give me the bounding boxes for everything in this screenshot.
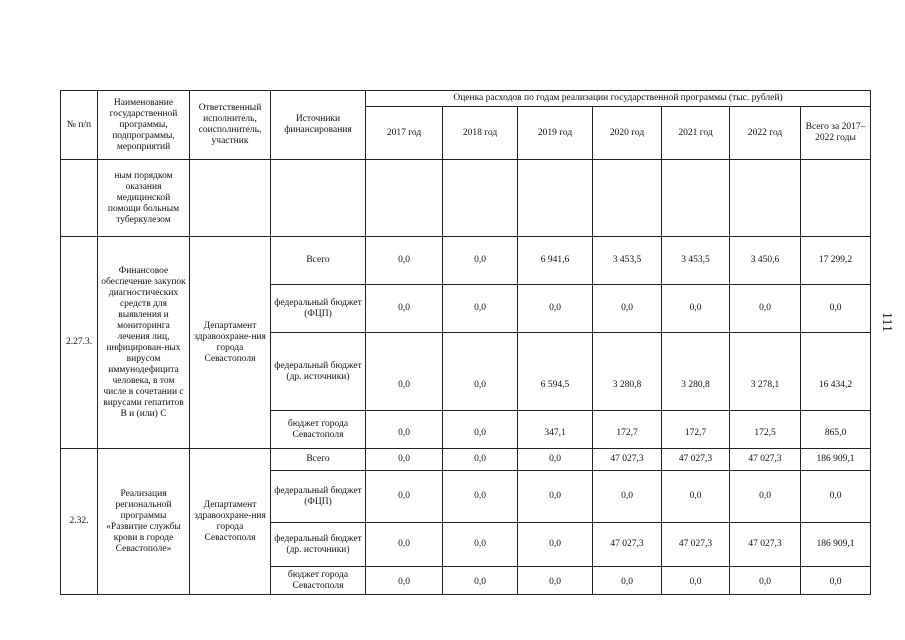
value-cell: 0,0	[518, 449, 593, 471]
value-cell: 0,0	[443, 471, 518, 523]
header-year: 2018 год	[443, 107, 518, 160]
header-year: 2021 год	[662, 107, 730, 160]
value-cell: 0,0	[518, 285, 593, 333]
value-cell: 3 450,6	[730, 237, 801, 285]
header-total: Всего за 2017–2022 годы	[801, 107, 871, 160]
funding-source: бюджет города Севастополя	[271, 411, 366, 449]
table-cell	[366, 160, 443, 237]
funding-source: федеральный бюджет (др. источники)	[271, 333, 366, 411]
table-cell	[593, 160, 662, 237]
value-cell: 0,0	[730, 567, 801, 595]
value-cell: 865,0	[801, 411, 871, 449]
value-cell: 0,0	[801, 471, 871, 523]
value-cell: 0,0	[518, 471, 593, 523]
value-cell: 0,0	[662, 285, 730, 333]
value-cell: 0,0	[730, 285, 801, 333]
funding-source: бюджет города Севастополя	[271, 567, 366, 595]
continuation-text: ным порядком оказания медицинской помощи больным туберкулезом	[98, 160, 190, 237]
funding-source: Всего	[271, 449, 366, 471]
value-cell: 0,0	[443, 449, 518, 471]
value-cell: 47 027,3	[593, 449, 662, 471]
value-cell: 0,0	[518, 567, 593, 595]
value-cell: 0,0	[443, 333, 518, 411]
value-cell: 0,0	[593, 471, 662, 523]
value-cell: 0,0	[443, 411, 518, 449]
value-cell: 3 280,8	[662, 333, 730, 411]
measure-name: Финансовое обеспечение закупок диагностических средств для выявления и мониторинга лечения лиц, инфицирован-ных вирусом иммунодефицита человека, в том числе в сочетании с вирусами гепатитов В и (или) С	[98, 237, 190, 449]
value-cell: 186 909,1	[801, 523, 871, 567]
value-cell: 0,0	[593, 285, 662, 333]
value-cell: 3 280,8	[593, 333, 662, 411]
table-cell	[730, 160, 801, 237]
value-cell: 47 027,3	[730, 449, 801, 471]
executor-name: Департамент здравоохране-ния города Севастополя	[190, 449, 271, 595]
header-num: № п/п	[61, 91, 98, 160]
table-row	[61, 237, 871, 285]
table-cell	[271, 160, 366, 237]
value-cell: 0,0	[662, 471, 730, 523]
value-cell: 347,1	[518, 411, 593, 449]
header-name: Наименование государственной программы, подпрограммы, мероприятий	[98, 91, 190, 160]
value-cell: 0,0	[730, 471, 801, 523]
value-cell: 16 434,2	[801, 333, 871, 411]
header-estimate: Оценка расходов по годам реализации государственной программы (тыс. рублей)	[366, 91, 871, 107]
header-row-1	[61, 91, 871, 107]
header-year: 2022 год	[730, 107, 801, 160]
table-cell	[518, 160, 593, 237]
value-cell: 172,5	[730, 411, 801, 449]
value-cell: 0,0	[366, 411, 443, 449]
table-cell	[190, 160, 271, 237]
value-cell: 0,0	[366, 237, 443, 285]
table-cell	[443, 160, 518, 237]
value-cell: 0,0	[366, 285, 443, 333]
value-cell: 3 453,5	[593, 237, 662, 285]
executor-name: Департамент здравоохране-ния города Севастополя	[190, 237, 271, 449]
value-cell: 6 594,5	[518, 333, 593, 411]
value-cell: 0,0	[518, 523, 593, 567]
budget-table	[60, 90, 871, 595]
funding-source: Всего	[271, 237, 366, 285]
value-cell: 0,0	[443, 285, 518, 333]
value-cell: 172,7	[662, 411, 730, 449]
funding-source: федеральный бюджет (др. источники)	[271, 523, 366, 567]
value-cell: 0,0	[366, 471, 443, 523]
value-cell: 172,7	[593, 411, 662, 449]
value-cell: 0,0	[801, 567, 871, 595]
value-cell: 0,0	[366, 523, 443, 567]
table-cell	[801, 160, 871, 237]
header-sources: Источники финансирования	[271, 91, 366, 160]
header-year: 2020 год	[593, 107, 662, 160]
page-number: 111	[879, 312, 894, 332]
value-cell: 6 941,6	[518, 237, 593, 285]
value-cell: 0,0	[366, 449, 443, 471]
value-cell: 0,0	[443, 567, 518, 595]
value-cell: 3 453,5	[662, 237, 730, 285]
funding-source: федеральный бюджет (ФЦП)	[271, 285, 366, 333]
header-year: 2019 год	[518, 107, 593, 160]
row-number: 2.32.	[61, 449, 98, 595]
funding-source: федеральный бюджет (ФЦП)	[271, 471, 366, 523]
value-cell: 0,0	[366, 333, 443, 411]
value-cell: 0,0	[443, 237, 518, 285]
value-cell: 0,0	[443, 523, 518, 567]
value-cell: 47 027,3	[662, 523, 730, 567]
value-cell: 0,0	[366, 567, 443, 595]
continuation-row	[61, 160, 871, 237]
header-year: 2017 год	[366, 107, 443, 160]
table-row	[61, 449, 871, 471]
row-number: 2.27.3.	[61, 237, 98, 449]
value-cell: 186 909,1	[801, 449, 871, 471]
value-cell: 0,0	[662, 567, 730, 595]
value-cell: 17 299,2	[801, 237, 871, 285]
header-executor: Ответственный исполнитель, соисполнитель, участник	[190, 91, 271, 160]
value-cell: 47 027,3	[662, 449, 730, 471]
table-cell	[61, 160, 98, 237]
value-cell: 47 027,3	[593, 523, 662, 567]
value-cell: 47 027,3	[730, 523, 801, 567]
value-cell: 3 278,1	[730, 333, 801, 411]
value-cell: 0,0	[593, 567, 662, 595]
table-cell	[662, 160, 730, 237]
value-cell: 0,0	[801, 285, 871, 333]
measure-name: Реализация региональной программы «Развитие службы крови в городе Севастополе»	[98, 449, 190, 595]
